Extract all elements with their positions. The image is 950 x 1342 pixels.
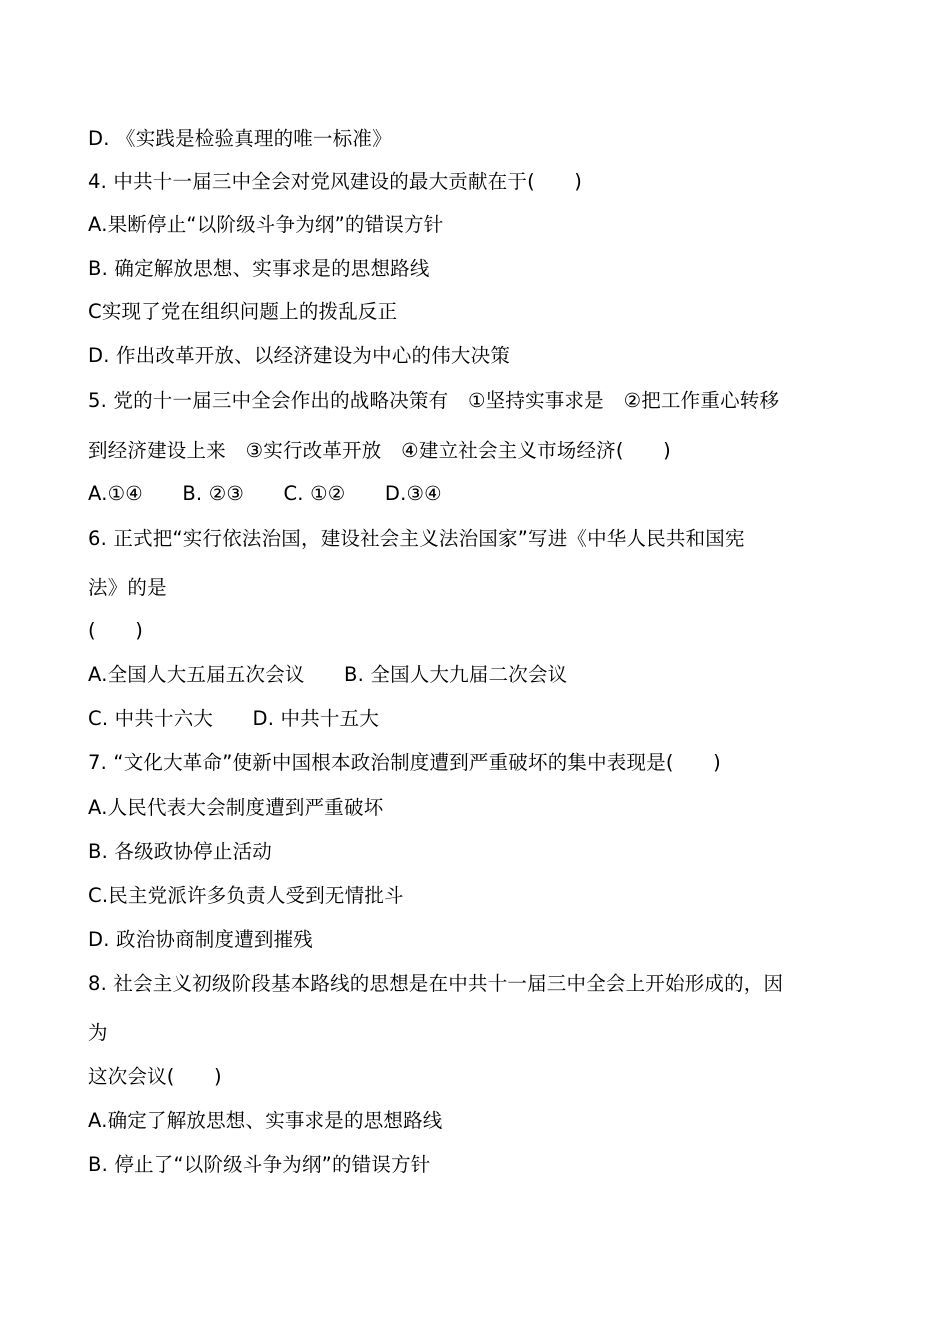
question-7: 7. “文化大革命”使新中国根本政治制度遭到严重破坏的集中表现是( ) <box>88 751 721 774</box>
options-6-cd: C. 中共十六大 D. 中共十五大 <box>88 707 380 730</box>
option-4a: A.果断停止“以阶级斗争为纲”的错误方针 <box>88 213 444 236</box>
question-8-line-1: 8. 社会主义初级阶段基本路线的思想是在中共十一届三中全会上开始形成的，因 <box>88 972 784 995</box>
question-8-line-2: 为 <box>88 1021 108 1044</box>
question-5-line-2: 到经济建设上来 ③实行改革开放 ④建立社会主义市场经济( ) <box>88 439 671 462</box>
question-5-line-1: 5. 党的十一届三中全会作出的战略决策有 ①坚持实事求是 ②把工作重心转移 <box>88 389 780 412</box>
option-7b: B. 各级政协停止活动 <box>88 840 272 863</box>
option-3d: D. 《实践是检验真理的唯一标准》 <box>88 127 392 150</box>
options-6-ab: A.全国人大五届五次会议 B. 全国人大九届二次会议 <box>88 663 568 686</box>
option-4c: C实现了党在组织问题上的拨乱反正 <box>88 300 398 323</box>
question-8-line-3: 这次会议( ) <box>88 1065 222 1088</box>
question-4: 4. 中共十一届三中全会对党风建设的最大贡献在于( ) <box>88 170 583 193</box>
option-8b: B. 停止了“以阶级斗争为纲”的错误方针 <box>88 1153 431 1176</box>
option-4b: B. 确定解放思想、实事求是的思想路线 <box>88 257 430 280</box>
option-4d: D. 作出改革开放、以经济建设为中心的伟大决策 <box>88 344 511 367</box>
question-6-line-3: ( ) <box>88 619 144 642</box>
option-7a: A.人民代表大会制度遭到严重破坏 <box>88 796 384 819</box>
option-7c: C.民主党派许多负责人受到无情批斗 <box>88 884 404 907</box>
question-6-line-2: 法》的是 <box>88 576 167 599</box>
options-5: A.①④ B. ②③ C. ①② D.③④ <box>88 482 442 505</box>
question-6-line-1: 6. 正式把“实行依法治国，建设社会主义法治国家”写进《中华人民共和国宪 <box>88 527 745 550</box>
option-7d: D. 政治协商制度遭到摧残 <box>88 928 314 951</box>
option-8a: A.确定了解放思想、实事求是的思想路线 <box>88 1109 443 1132</box>
